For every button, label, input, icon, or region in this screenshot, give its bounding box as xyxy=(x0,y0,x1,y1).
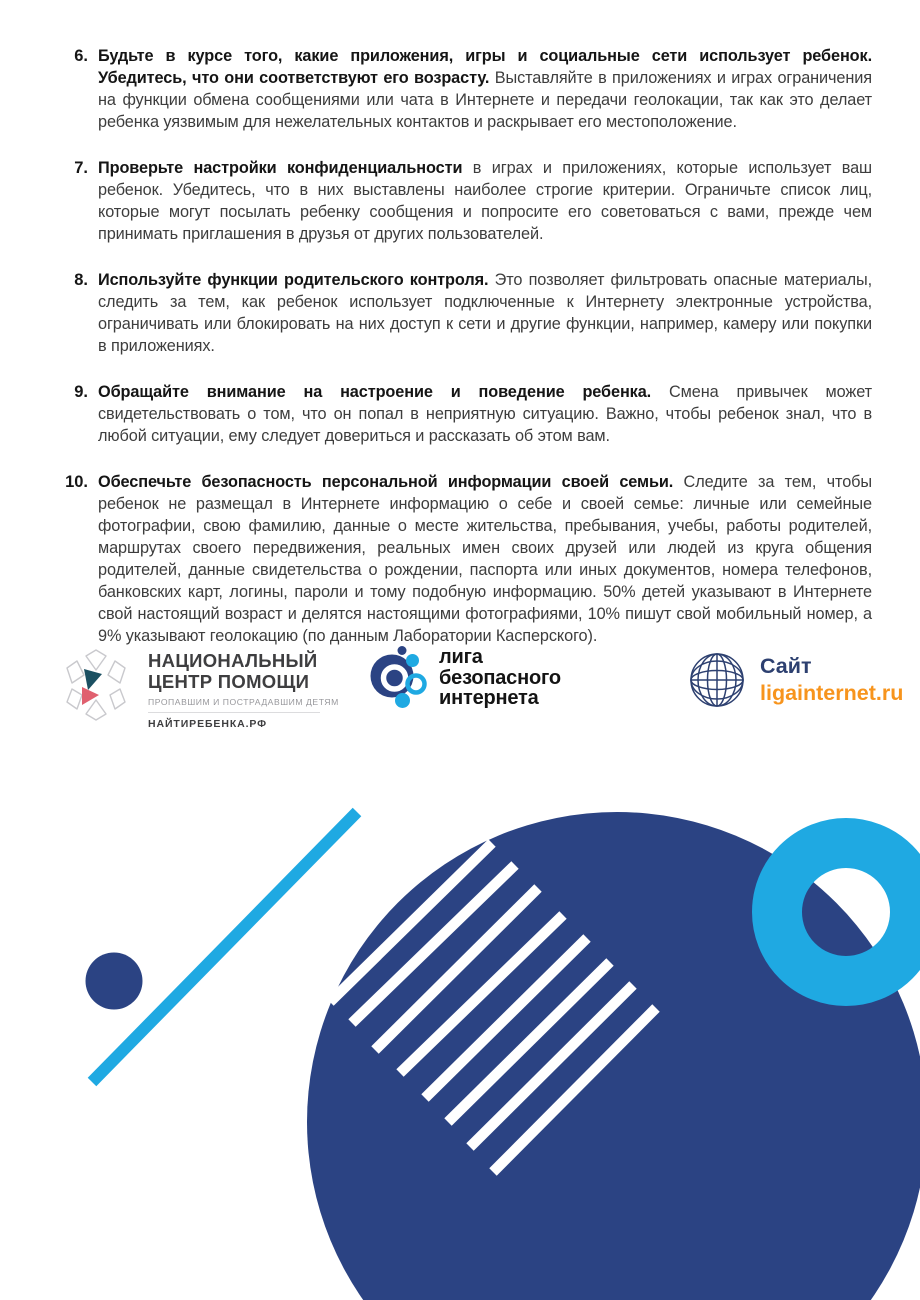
tip-number: 9. xyxy=(74,383,88,401)
liga-line1: лига xyxy=(439,646,483,668)
tip-item-7 xyxy=(56,157,872,245)
tip-item-8 xyxy=(56,269,872,357)
tip-number: 6. xyxy=(74,47,88,65)
tip-detail: Следите за тем, чтобы ребенок не размещал в Интернете информацию о себе и своей семье: личные или семейные фотографии, свою фамилию, данные о месте жительства, пребывания, учебы, работы родителей, маршрутах своего передвижения, реальных имен своих друзей или людей из круга общения родителей, данные свидетельства о рождении, паспорта или иных документов, номера телефонов, банковских карт, логины, пароли и тому подобную информацию. 50% детей указывают в Интернете свой настоящий возраст и делятся настоящими фотографиями, 10% пишут свой мобильный номер, а 9% указывают геолокацию (по данным Лаборатории Касперского). xyxy=(98,473,872,645)
ncp-teal-triangle xyxy=(84,669,102,690)
site-label: Сайт xyxy=(760,654,812,678)
site-text xyxy=(760,651,903,716)
liga-line2: безопасного xyxy=(439,666,561,689)
tip-number: 10. xyxy=(65,473,88,491)
tip-text xyxy=(98,381,872,447)
ncp-title-line1: НАЦИОНАЛЬНЫЙ xyxy=(148,650,318,671)
tip-lead: Проверьте настройки конфиденциальности xyxy=(98,159,463,177)
ncp-subtitle: ПРОПАВШИМ И ПОСТРАДАВШИМ ДЕТЯМ xyxy=(148,697,339,707)
tip-detail: в играх и приложениях, которые использует ваш ребенок. Убедитесь, что в них выставлены наиболее строгие критерии. Ограничьте список лиц, которые могут посылать ребенку сообщения и попросите его советоваться с вами, прежде чем принимать приглашения в друзья от других пользователей. xyxy=(98,159,873,243)
tip-text xyxy=(98,471,872,647)
tip-item-10 xyxy=(56,471,872,647)
tip-lead: Обращайте внимание на настроение и поведение ребенка. xyxy=(98,383,652,401)
site-url[interactable]: ligainternet.ru xyxy=(760,681,904,705)
ncp-logo xyxy=(58,644,339,731)
tip-detail: Выставляйте в приложениях и играх ограничения на функции обмена сообщениями или чата в Интернете и передачи геолокации, так как это делает ребенка уязвимым для нежелательных контактов и раскрывает его местоположение. xyxy=(98,69,872,131)
globe-icon xyxy=(688,651,748,716)
safety-tips-list xyxy=(56,45,872,647)
tip-text xyxy=(98,269,872,357)
ncp-logo-icon xyxy=(58,644,134,731)
liga-line3: интернета xyxy=(439,687,539,709)
ncp-logo-text xyxy=(148,644,339,731)
ncp-title-line2: ЦЕНТР ПОМОЩИ xyxy=(148,671,310,692)
decorative-graphic xyxy=(0,780,920,1300)
ncp-site: НАЙТИРЕБЕНКА.РФ xyxy=(148,712,320,730)
tip-detail: Смена привычек может свидетельствовать о том, что он попал в неприятную ситуацию. Важно, чтобы ребенок знал, что в любой ситуации, ему следует довериться и рассказать об этом вам. xyxy=(98,383,872,445)
liga-logo-text xyxy=(439,643,561,714)
navy-dot xyxy=(86,953,143,1010)
cyan-diagonal-line xyxy=(92,812,357,1082)
tip-number: 8. xyxy=(74,271,88,289)
liga-logo xyxy=(368,643,561,714)
liga-logo-icon xyxy=(368,643,432,714)
tip-item-6 xyxy=(56,45,872,133)
tip-lead: Обеспечьте безопасность персональной информации своей семьи. xyxy=(98,473,674,491)
tip-lead: Будьте в курсе того, какие приложения, игры и социальные сети использует ребенок. Убедитесь, что они соответствуют его возрасту. xyxy=(98,47,872,87)
tip-detail: Это позволяет фильтровать опасные материалы, следить за тем, как ребенок использует подключенные к Интернету электронные устройства, ограничивать или блокировать на них доступ к сети и другие функции, например, камеру или покупки в приложениях. xyxy=(98,271,872,355)
tip-text xyxy=(98,157,872,245)
tip-text xyxy=(98,45,872,133)
site-block xyxy=(688,651,903,716)
ncp-pink-triangle xyxy=(82,687,99,705)
tip-lead: Используйте функции родительского контроля. xyxy=(98,271,489,289)
tip-number: 7. xyxy=(74,159,88,177)
cyan-ring xyxy=(777,843,915,981)
tip-item-9 xyxy=(56,381,872,447)
